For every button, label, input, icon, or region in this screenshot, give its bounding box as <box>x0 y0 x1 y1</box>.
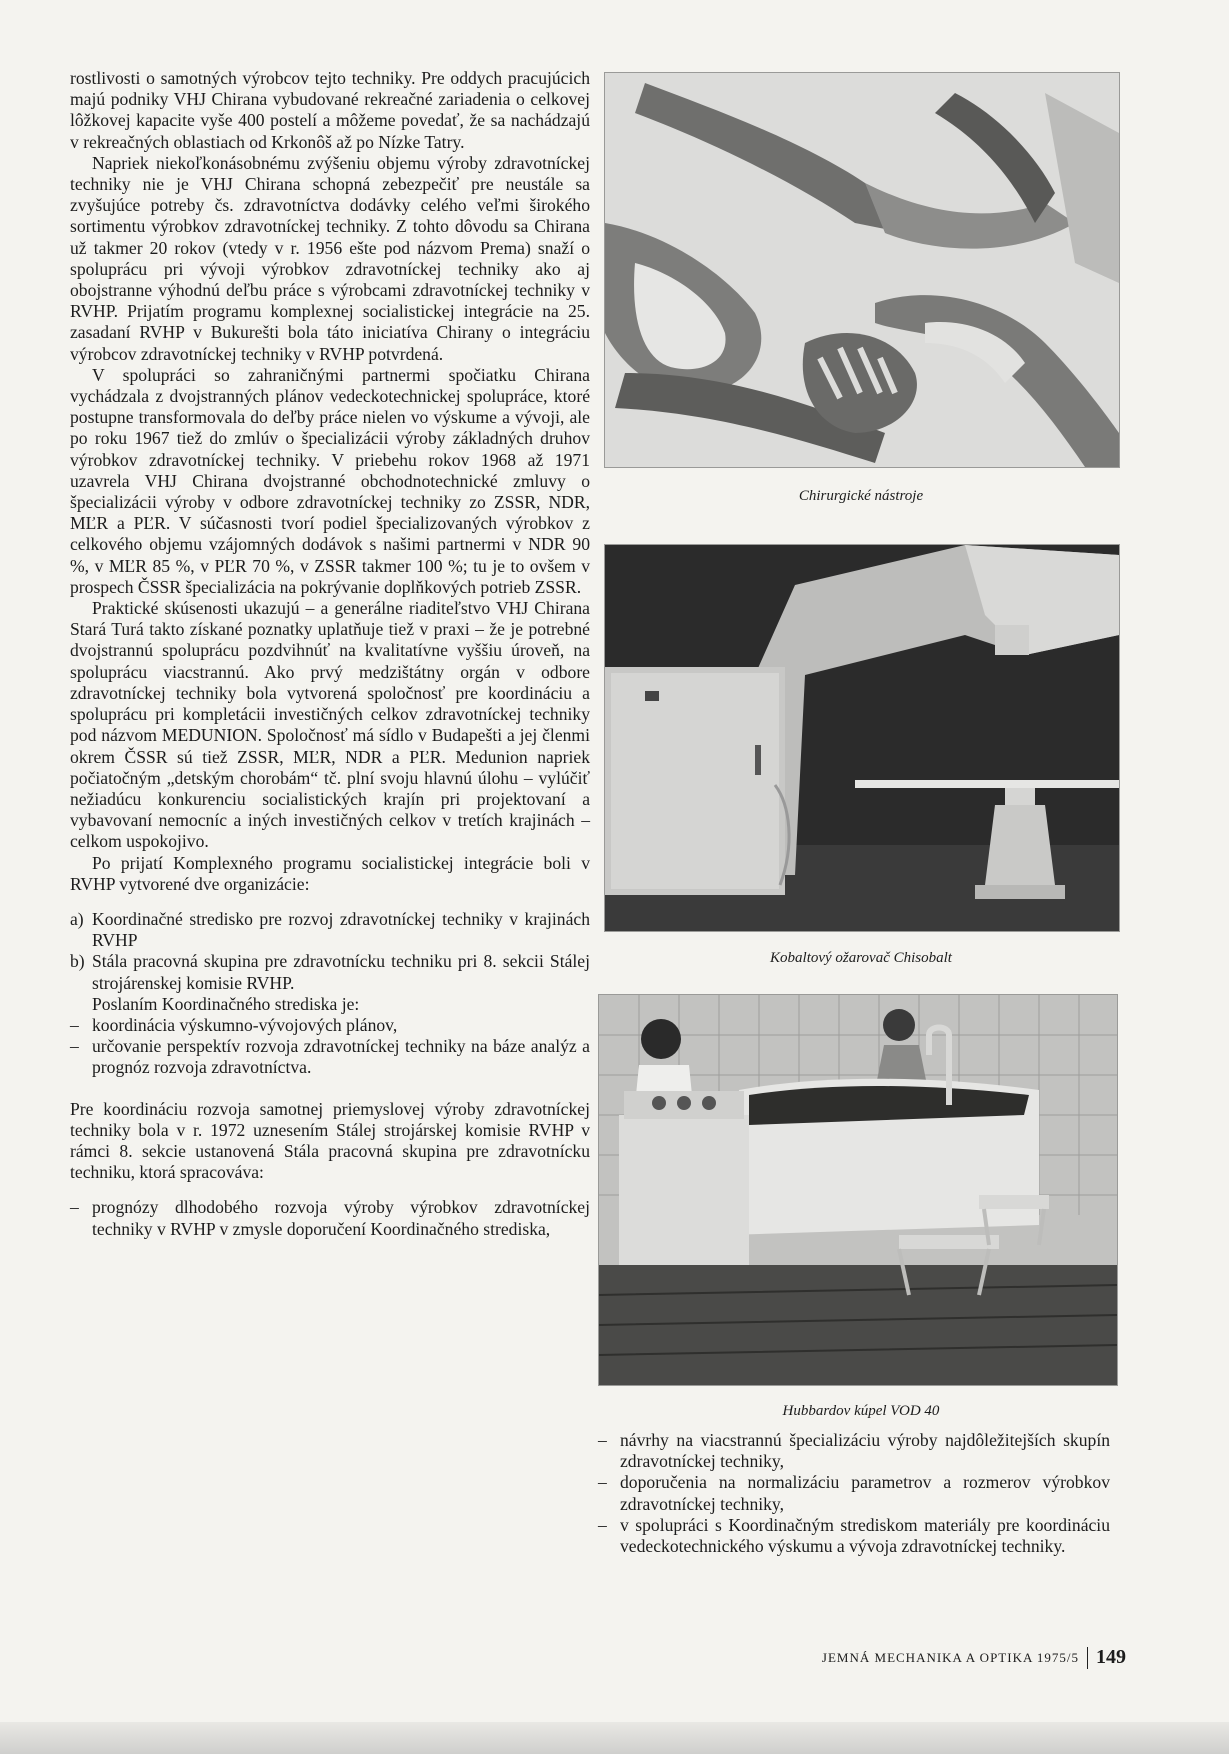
journal-title: JEMNÁ MECHANIKA A OPTIKA 1975/5 <box>821 1649 1079 1665</box>
caption-cobalt-irradiator: Kobaltový ožarovač Chisobalt <box>770 950 952 966</box>
page-edge-shadow <box>0 1722 1229 1754</box>
page-number: 149 <box>1096 1646 1126 1668</box>
list-item: – v spolupráci s Koordinačným strediskom materiály pre koordináciu vedeckotechnického výskumu a vývoja zdravotníckej techniky. <box>598 1514 1110 1557</box>
caption-hubbard-bath: Hubbardov kúpel VOD 40 <box>782 1403 940 1419</box>
list-item: b) Stála pracovná skupina pre zdravotnícku techniku pri 8. sekcii Stálej strojárenskej komisie RVHP. <box>70 951 590 993</box>
right-text-column <box>598 1430 1110 1557</box>
page-footer <box>766 1646 1126 1669</box>
task-list-continued <box>598 1430 1110 1557</box>
paragraph-1: rostlivosti o samotných výrobcov tejto techniky. Pre oddych pracujúcich majú podniky VHJ Chirana vybudované rekreačné zariadenia o celkovej lôžkovej kapacite vyše 400 postelí a môžeme povedať, že sa nachádzajú v rekreačných oblastiach od Krkonôš až po Nízke Tatry. <box>70 68 590 152</box>
caption-surgical-instruments: Chirurgické nástroje <box>798 488 924 504</box>
cobalt-irradiator-photo <box>604 544 1120 932</box>
footer-divider <box>1087 1647 1088 1669</box>
paragraph-3: V spolupráci so zahraničnými partnermi spočiatku Chirana vychádzala z dvojstranných plánov vedeckotechnickej spolupráce, ktoré postupne transformovala do deľby práce nielen vo výskume a vývoji, ale po roku 1967 tiež do zmlúv o špecializácii výroby základných druhov výrobkov zdravotníckej techniky. V priebehu rokov 1968 až 1971 uzavrela VHJ Chirana dvojstranné obchodnotechnické zmluvy o špecializácii výroby v odbore zdravotníckej techniky zo ZSSR, NDR, MĽR a PĽR. V súčasnosti tvorí podiel špecializovaných výrobkov z celkového objemu vzájomných dodávok s našimi partnermi v NDR 90 %, v MĽR 85 %, v PĽR 70 %, v ZSSR takmer 100 %; tu je to ovšem v prospech ČSSR špecializácia na pokrývanie doplňkových potrieb ZSSR. <box>70 364 590 597</box>
list-item: a) Koordinačné stredisko pre rozvoj zdravotníckej techniky v krajinách RVHP <box>70 908 590 951</box>
left-text-column <box>70 68 590 1240</box>
list-item: – návrhy na viacstrannú špecializáciu výroby najdôležitejších skupín zdravotníckej techniky, <box>598 1430 1110 1472</box>
paragraph-7: Pre koordináciu rozvoja samotnej priemyslovej výroby zdravotníckej techniky bola v r. 1972 uznesením Stálej strojárskej komisie RVHP v rámci 8. sekcie ustanovená Stála pracovná skupina pre zdravotnícku techniku, ktorá spracováva: <box>70 1098 590 1183</box>
list-item: – doporučenia na normalizáciu parametrov a rozmerov výrobkov zdravotníckej techniky, <box>598 1472 1110 1514</box>
paragraph-4: Praktické skúsenosti ukazujú – a generálne riaditeľstvo VHJ Chirana Stará Turá takto získané poznatky uplatňuje tiež v praxi – že je potrebné dvojstrannú spoluprácu pozdvihnúť na kvalitatívne vyššiu úroveň, na spoluprácu viacstrannú. Ako prvý medzištátny orgán v odbore zdravotníckej techniky bola vytvorená spoločnosť pre koordináciu a spoluprácu pri kompletácii investičných celkov zdravotníckej techniky pod názvom MEDUNION. Spoločnosť má sídlo v Budapešti a jej členmi okrem ČSSR sú tiež ZSSR, MĽR, NDR a PĽR. Medunion napriek počiatočným „detským chorobám“ tč. plní svoju hlavnú úlohu – vylúčiť nežiadúcu konkurenciu socialistických krajín pri projektovaní a vybavovaní nemocníc a iných investičných celkov v tretích krajinách – celkom uspokojivo. <box>70 598 590 852</box>
list-item: – prognózy dlhodobého rozvoja výroby výrobkov zdravotníckej techniky v RVHP v zmysle doporučení Koordinačného strediska, <box>70 1197 590 1239</box>
organization-list <box>70 909 590 994</box>
paragraph-6: Poslaním Koordinačného strediska je: <box>92 993 360 1014</box>
surgical-instruments-photo <box>604 72 1120 468</box>
mission-list <box>70 1015 590 1079</box>
hubbard-bath-photo <box>598 994 1118 1386</box>
list-item: – koordinácia výskumno-vývojových plánov, <box>70 1014 398 1035</box>
list-item: – určovanie perspektív rozvoja zdravotníckej techniky na báze analýz a prognóz rozvoja zdravotníctva. <box>70 1036 590 1078</box>
paragraph-2: Napriek niekoľkonásobnému zvýšeniu objemu výroby zdravotníckej techniky nie je VHJ Chirana schopná zebezpečiť pre neustále sa zvyšujúce potreby čs. zdravotníctva dodávky celého veľmi širokého sortimentu výrobkov zdravotníckej techniky. Z tohto dôvodu sa Chirana už takmer 20 rokov (vtedy v r. 1956 ešte pod názvom Prema) snaží o spoluprácu pri vývoji výrobkov zdravotníckej techniky ako aj obojstranne výhodnú deľbu práce s výrobcami zdravotníckej techniky v RVHP. Prijatím programu komplexnej socialistickej integrácie na 25. zasadaní RVHP v Bukurešti bola táto iniciatíva Chirany o integráciu výrobcov zdravotníckej techniky v RVHP potvrdená. <box>70 152 590 364</box>
task-list-start <box>70 1197 590 1239</box>
paragraph-5: Po prijatí Komplexného programu socialistickej integrácie boli v RVHP vytvorené dve organizácie: <box>70 852 590 894</box>
